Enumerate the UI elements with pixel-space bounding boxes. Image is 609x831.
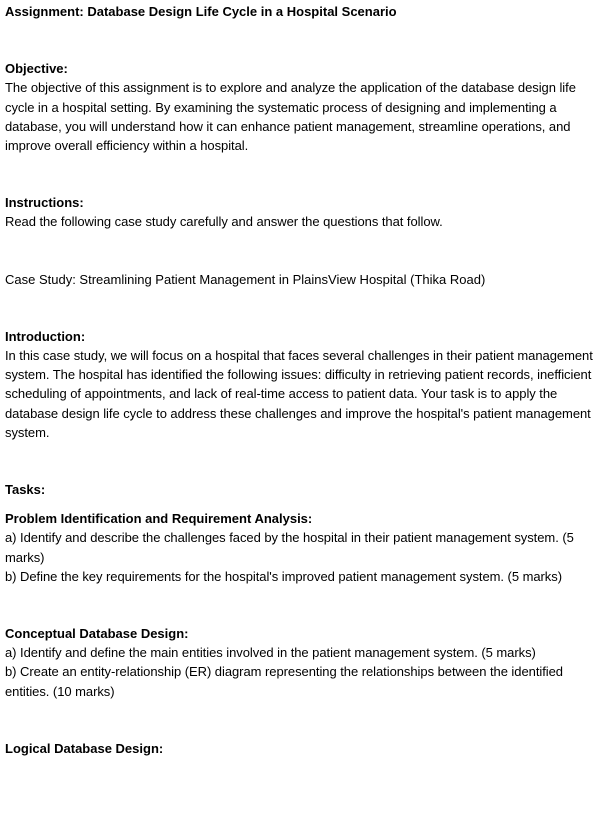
instructions-text: Read the following case study carefully and answer the questions that follow.	[5, 214, 443, 230]
objective-text: The objective of this assignment is to explore and analyze the application of the database design life cycle in a hospital setting. By examining the systematic process of designing and implementing a database, you will understand how it can enhance patient management, streamline operations, and improve overall efficiency within a hospital.	[5, 80, 576, 154]
section-problem-heading: Problem Identification and Requirement Analysis:	[5, 511, 313, 527]
introduction-heading: Introduction:	[5, 328, 86, 344]
tasks-heading: Tasks:	[5, 482, 46, 498]
section-problem-item-a: a) Identify and describe the challenges faced by the hospital in their patient management system. (5 marks)	[5, 530, 574, 565]
document-title: Assignment: Database Design Life Cycle in a Hospital Scenario	[5, 4, 397, 19]
introduction-text: In this case study, we will focus on a hospital that faces several challenges in their patient management system. The hospital has identified the following issues: difficulty in retrieving patient records, inefficient scheduling of appointments, and lack of real-time access to patient data. Your task is to apply the database design life cycle to address these challenges and improve the hospital's patient management system.	[5, 348, 593, 440]
case-study-title: Case Study: Streamlining Patient Management in PlainsView Hospital (Thika Road)	[5, 271, 486, 287]
objective-heading: Objective:	[5, 61, 68, 77]
section-logical-heading: Logical Database Design:	[5, 740, 164, 756]
document	[5, 2, 603, 758]
instructions-heading: Instructions:	[5, 195, 84, 211]
section-problem-item-b: b) Define the key requirements for the hospital's improved patient management system. (5 marks)	[5, 568, 562, 584]
section-conceptual-item-b: b) Create an entity-relationship (ER) diagram representing the relationships between the identified entities. (10 marks)	[5, 664, 563, 699]
section-conceptual-heading: Conceptual Database Design:	[5, 626, 189, 642]
section-conceptual-item-a: a) Identify and define the main entities involved in the patient management system. (5 marks)	[5, 645, 536, 661]
